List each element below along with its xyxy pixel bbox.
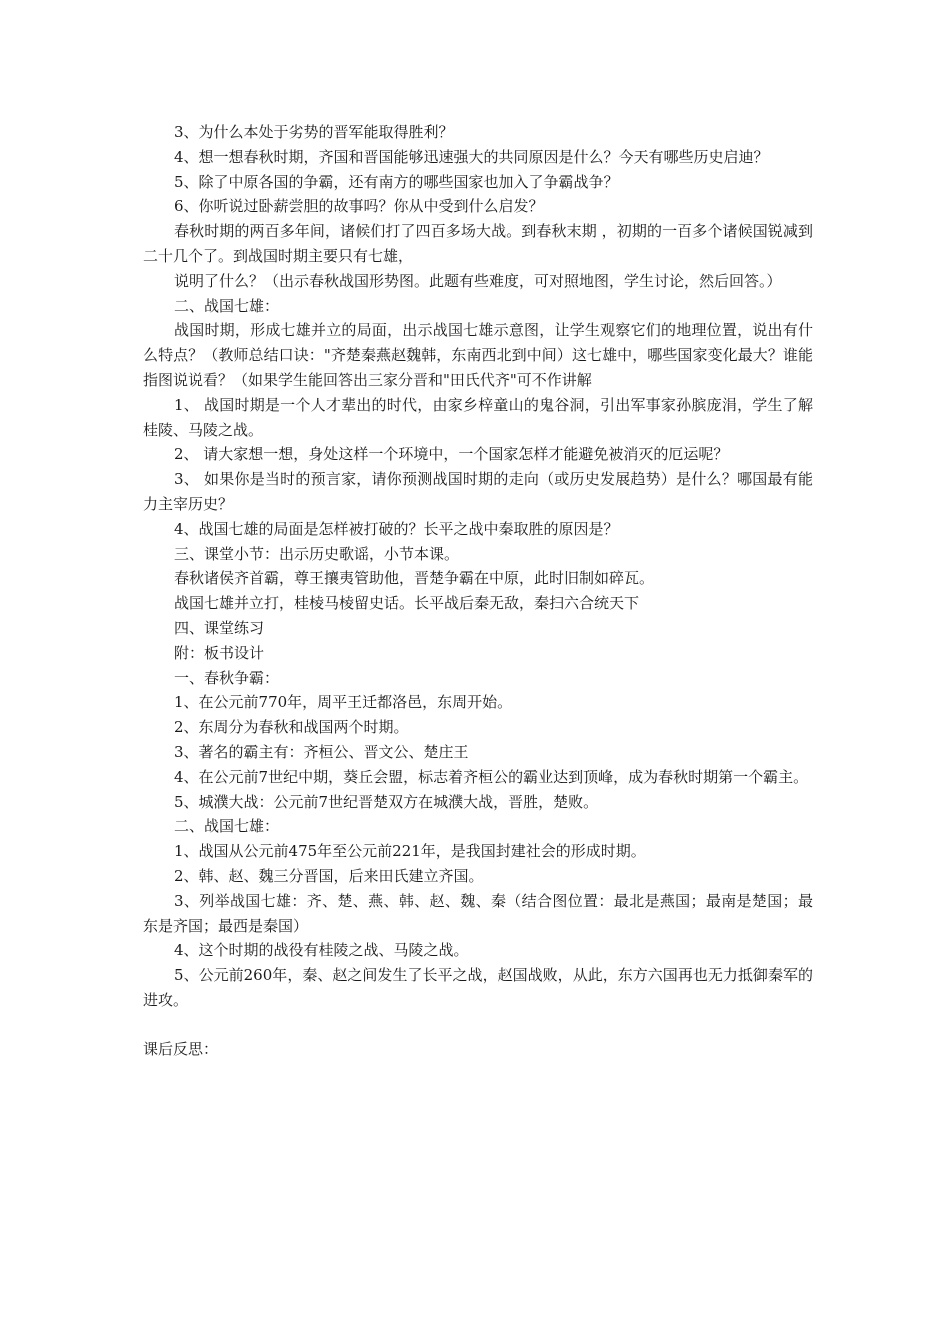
section-heading: 附：板书设计 [174,643,265,662]
paragraph: 说明了什么？（出示春秋战国形势图。此题有些难度，可对照地图，学生讨论，然后回答。） [174,271,782,290]
section-heading: 四、课堂练习 [174,618,265,637]
list-item: 1、在公元前770年，周平王迁都洛邑，东周开始。 [174,693,513,712]
paragraph: 春秋时期的两百多年间，诸候们打了四百多场大战。到春秋末期 ，初期的一百多个诸候国锐减到二十几个了。到战国时期主要只有七雄， [143,222,813,265]
reflection-label: 课后反思： [143,1040,219,1059]
list-item: 3、列举战国七雄：齐、楚、燕、韩、赵、魏、秦（结合图位置：最北是燕国；最南是楚国；最东是齐国；最西是秦国） [143,891,813,935]
paragraph: 3、 如果你是当时的预言家，请你预测战国时期的走向（或历史发展趋势）是什么？哪国最有能力主宰历史？ [143,470,813,513]
paragraph: 5、除了中原各国的争霸，还有南方的哪些国家也加入了争霸战争？ [174,172,619,191]
paragraph: 2、 请大家想一想，身处这样一个环境中，一个国家怎样才能避免被消灭的厄运呢？ [174,445,729,464]
list-item: 1、战国从公元前475年至公元前221年，是我国封建社会的形成时期。 [174,842,646,861]
list-item: 4、在公元前7世纪中期，葵丘会盟，标志着齐桓公的霸业达到顶峰，成为春秋时期第一个霸主。 [174,767,809,786]
paragraph: 3、为什么本处于劣势的晋军能取得胜利？ [174,123,454,141]
list-item: 5、城濮大战：公元前7世纪晋楚双方在城濮大战，晋胜，楚败。 [174,792,599,811]
list-item: 2、东周分为春秋和战国两个时期。 [174,718,409,737]
section-heading: 二、战国七雄： [174,817,280,836]
song-line: 春秋诸侯齐首霸，尊王攘夷管助他，晋楚争霸在中原，此时旧制如碎瓦。 [174,569,655,588]
section-heading: 三、课堂小节：出示历史歌谣，小节本课。 [174,544,460,563]
paragraph: 1、 战国时期是一个人才辈出的时代，由家乡梓童山的鬼谷洞，引出军事家孙膑庞涓，学生了解桂陵、马陵之战。 [143,395,813,439]
list-item: 2、韩、赵、魏三分晋国，后来田氏建立齐国。 [174,866,484,885]
section-heading: 二、战国七雄： [174,296,280,315]
paragraph: 战国时期，形成七雄并立的局面，出示战国七雄示意图，让学生观察它们的地理位置，说出有什么特点？（教师总结口诀："齐楚秦燕赵魏韩，东南西北到中间）这七雄中，哪些国家变化最大？谁能指图说说看？（如果学生能回答出三家分晋和"田氏代齐"可不作讲解 [143,321,813,389]
song-line: 战国七雄并立打，桂棱马棱留史话。长平战后秦无敌，秦扫六合统天下 [174,594,640,613]
paragraph: 4、想一想春秋时期，齐国和晋国能够迅速强大的共同原因是什么？今天有哪些历史启迪？ [174,147,769,166]
document-page [143,120,813,1062]
list-item: 4、这个时期的战役有桂陵之战、马陵之战。 [174,941,469,960]
blank-line [143,1013,813,1038]
list-item: 3、著名的霸主有：齐桓公、晋文公、楚庄王 [174,742,469,761]
paragraph: 6、你听说过卧薪尝胆的故事吗？你从中受到什么启发？ [174,197,544,216]
paragraph: 4、战国七雄的局面是怎样被打破的？长平之战中秦取胜的原因是？ [174,519,619,538]
section-heading: 一、春秋争霸： [174,668,280,687]
list-item: 5、公元前260年，秦、赵之间发生了长平之战，赵国战败，从此，东方六国再也无力抵御秦军的进攻。 [143,966,813,1009]
